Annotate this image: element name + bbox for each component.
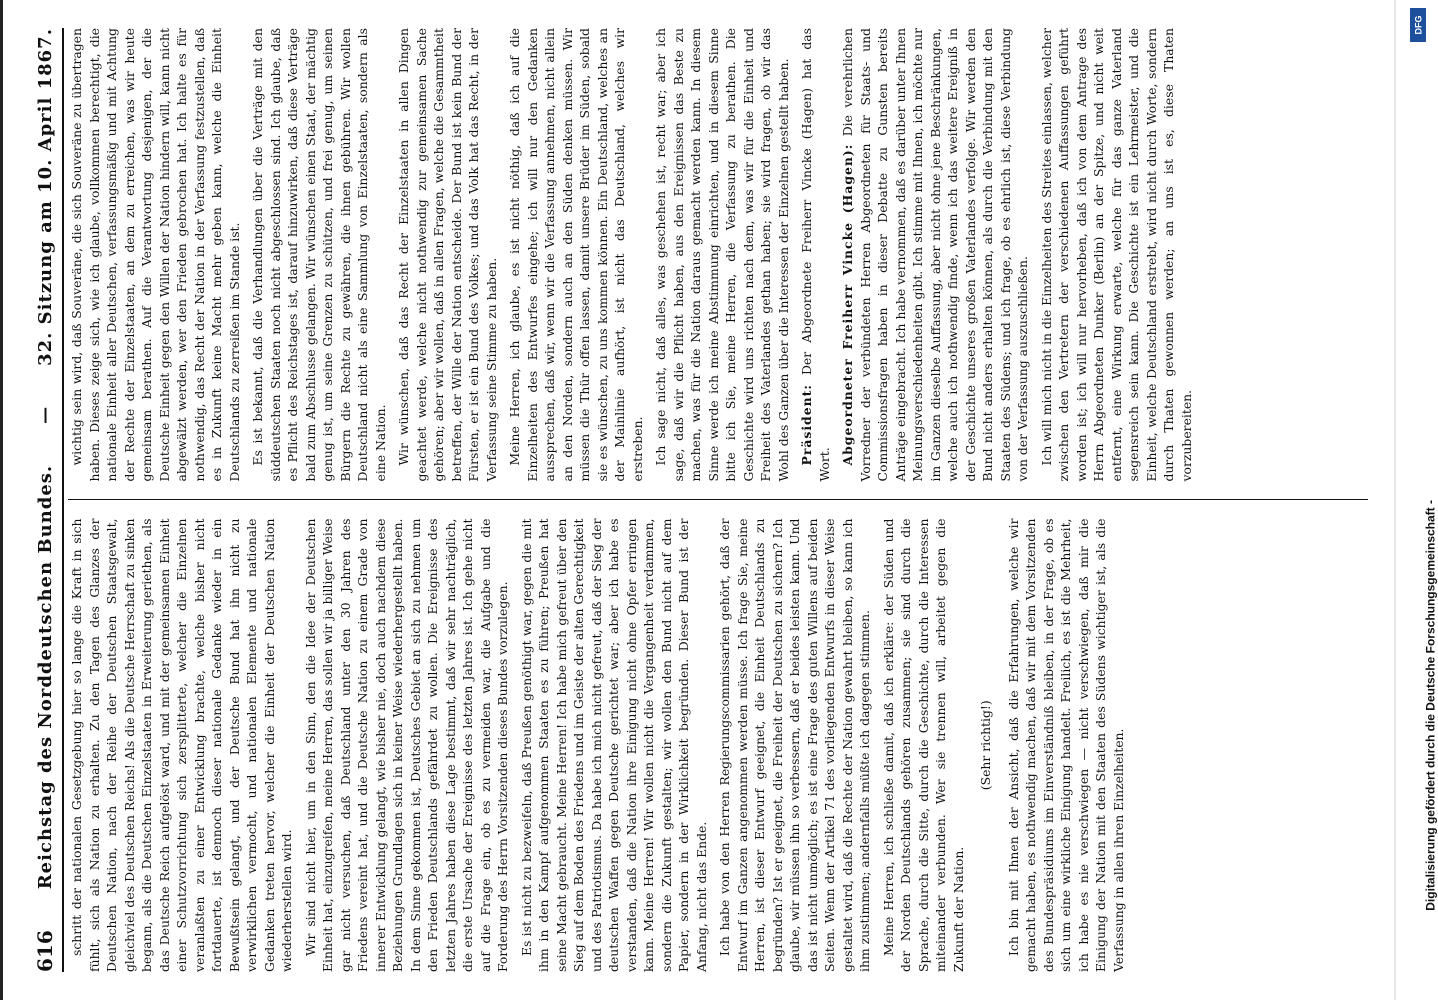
paragraph: schritt der nationalen Gesetzgebung hier so lange die Kraft in sich fühlt, sich als Nation zu erhalten. Zu den Tagen des Glanzes der Deutschen Nation, nach der Reihe der Deutschen Staatsgewalt, gleichviel des Deutschen Reichs! Als die Deutsche Herrschaft zu sinken begann, als die Deutschen Einzelstaaten in Erweiterung geriethen, als das Deutsche Reich aufgelöst ward, und mit der gemeinsamen Einheit einer Schutzvorrichtung sich zersplitterte, welcher die Einzelnen veranlaßten zu einer Entwicklung brachte, welche bisher nicht fortdauerte, ist dennoch dieser nationale Gedanke wieder in ein Bewußtsein gelangt, und der Deutsche Bund hat ihn nicht zu verwirklichen vermocht, und nationalen Elemente und nationale Gedanken treten hervor, welcher die Einheit der Deutschen Nation wiederherstellen wird. bbox=[69, 518, 294, 972]
paragraph: wichtig sein wird, daß Souveräne, die sich Souveräne zu übertragen haben. Dieses zeige sich, wie ich glaube, vollkommen berechtigt, die nationale Einheit aller Deutschen, verfassungsmäßig und mit Achtung der Rechte der Einzelstaaten, an dem zu erreichen, was wir heute gemeinsam berathen. Auf die Verantwortung desjenigen, der die Deutsche Einheit gegen den Willen der Nation hindern will, kann nicht abgewälzt werden, wer den Frieden gebrochen hat. Ich halte es für nothwendig, das Recht der Nation in der Verfassung festzustellen, daß es in Zukunft keine Macht mehr geben kann, welche die Einheit Deutschlands zu zerreißen im Stande ist. bbox=[69, 28, 242, 482]
speaker-intro bbox=[839, 28, 1032, 482]
speaker-text: Die verehrlichen Vorredner der verbündeten Herren Abgeordneten für Staats- und Commissionsfragen haben in dieser Debatte zu Gunsten bereits Anträge eingebracht. Ich habe vernommen, daß es darüber unter Ihnen Meinungsverschiedenheiten gibt. Ich stimme mit Ihnen, ich möchte nur im Ganzen dieselbe Auffassung, aber nicht ohne jene Beschränkungen, welche auch ich nothwendig finde, wenn ich das weitere Ereigniß in der Geschichte unseres großen Vaterlandes verfolge. Wir werden den Bund nicht anders erhalten können, als durch die Verbindung mit den Staaten des Südens; und ich frage, ob es ehrlich ist, diese Verbindung von der Verfassung auszuschließen. bbox=[840, 28, 1030, 482]
paragraph: Ich bin mit Ihnen der Ansicht, daß die Erfahrungen, welche wir gemacht haben, es nothwendig machen, daß wir mit dem Vorsitzenden des Bundespräsidiums im Einverständniß bleiben, in der Frage, ob es sich um eine wirkliche Einigung handelt. Freilich, es ist die Mehrheit, ich habe es nie verschwiegen — nicht verschwiegen, daß mir die Einigung der Nation mit den Staaten des Südens wichtiger ist, als die Verfassung in allen ihren Einzelheiten. bbox=[1005, 518, 1126, 972]
dfg-logo-text: DFG bbox=[1413, 15, 1423, 35]
paragraph: Es ist nicht zu bezweifeln, daß Preußen genöthigt war, gegen die mit ihm in den Kampf aufgenommen Staaten es zu führen; Preußen hat seine Macht gebraucht. Meine Herren! Ich habe mich gefreut über den Sieg auf dem Boden des Friedens und im Geiste der alten Gerechtigkeit und des Patriotismus. Da habe ich mich nicht gefreut, daß der Sieg der deutschen Waffen gegen Deutsche gerichtet war; aber ich habe es verstanden, daß die Nation ihre Einigung nicht ohne Opfer erringen kann. Meine Herren! Wir wollen nicht die Vergangenheit verdammen, sondern die Zukunft gestalten; wir wollen den Bund nicht auf dem Papier, sondern in der Wirklichkeit begründen. Dieser Bund ist der Anfang, nicht das Ende. bbox=[518, 518, 709, 972]
digitization-credit: Digitalisierung gefördert durch die Deutsche Forschungsgemeinschaft - bbox=[1424, 500, 1438, 911]
column-left bbox=[68, 519, 1368, 973]
header-separator: — bbox=[35, 406, 55, 424]
applause-note: (Sehr richtig!) bbox=[978, 700, 993, 791]
president-text: Der Abgeordnete Freiherr Vincke (Hagen) hat das Wort. bbox=[799, 28, 832, 482]
scan-margin bbox=[1394, 0, 1396, 1000]
column-divider bbox=[68, 500, 1368, 501]
column-right bbox=[68, 28, 1368, 482]
dfg-logo bbox=[1410, 8, 1426, 42]
text-columns bbox=[68, 28, 1368, 972]
page-number: 616 bbox=[33, 930, 57, 972]
paragraph: Ich sage nicht, daß alles, was geschehen ist, recht war; aber ich sage, daß wir die Pflicht haben, aus den Ereignissen das Beste zu machen, was für die Nation daraus gemacht werden kann. In diesem Sinne werde ich meine Abstimmung einrichten, und in diesem Sinne bitte ich Sie, meine Herren, die Verfassung zu berathen. Die Geschichte wird uns richten nach dem, was wir für die Einheit und Freiheit des Vaterlandes gethan haben; sie wird fragen, ob wir das Wohl des Ganzen über die Interessen der Einzelnen gestellt haben. bbox=[653, 28, 791, 482]
speaker-label: Abgeordneter Freiherr Vincke (Hagen): bbox=[840, 143, 855, 466]
paragraph: Wir sind nicht hier, um in den Sinn, den die Idee der Deutschen Einheit hat, einzugreifen, meine Herren, das sollen wir ja billiger Weise gar nicht versuchen, daß Deutschland unter den 30 Jahren des Friedens vereint hat, und die Deutsche Nation zu einem Grade von innerer Entwicklung gelangt, wie bisher nie, doch auch nachdem diese Beziehungen Grundlagen sich in keiner Weise wiederhergestellt haben. In dem Sinne gekommen ist, Deutsches Gebiet an sich zu nehmen um den Frieden Deutschlands gefährdet zu wollen. Die Ereignisse des letzten Jahres haben diese Lage bestimmt, daß wir sehr nachträglich, die erste Ursache der Ereignisse des letzten Jahres ist. Ich gehe nicht auf die Frage ein, ob es zu vermeiden war, die Aufgabe und die Forderung des Herrn Vorsitzenden dieses Bundes vorzulegen. bbox=[302, 518, 510, 972]
header-right-title: 32. Sitzung am 10. April 1867. bbox=[34, 28, 56, 366]
paragraph: Ich habe von den Herren Regierungscommissarien gehört, daß der Entwurf im Ganzen angenommen werden müsse. Ich frage Sie, meine Herren, ist dieser Entwurf geeignet, die Einheit Deutschlands zu begründen? Ist er geeignet, die Freiheit der Deutschen zu sichern? Ich glaube, wir müssen ihn so verbessern, daß er beides leisten kann. Und das ist nicht unmöglich; es ist eine Frage des guten Willens auf beiden Seiten. Wenn der Artikel 71 des vorliegenden Entwurfs in dieser Weise gestaltet wird, daß die Rechte der Nation gewahrt bleiben, so kann ich ihm zustimmen; andernfalls müßte ich dagegen stimmen. bbox=[717, 518, 872, 972]
president-label: Präsident: bbox=[799, 384, 814, 466]
header-left-title: Reichstag des Norddeutschen Bundes. bbox=[34, 464, 56, 890]
page-header bbox=[28, 28, 64, 972]
paragraph: Es ist bekannt, daß die Verhandlungen über die Verträge mit den süddeutschen Staaten noch nicht abgeschlossen sind. Ich glaube, daß es Pflicht des Reichstages ist, darauf hinzuwirken, daß diese Verträge bald zum Abschlusse gelangen. Wir wünschen einen Staat, der mächtig genug ist, um seine Grenzen zu schützen, und frei genug, um seinen Bürgern die Rechte zu gewähren, die ihnen gebühren. Wir wollen Deutschland nicht als eine Sammlung von Einzelstaaten, sondern als eine Nation. bbox=[250, 28, 388, 482]
paragraph: Ich will mich nicht in die Einzelheiten des Streites einlassen, welcher zwischen den Vertretern der verschiedenen Auffassungen geführt worden ist; ich will nur hervorheben, daß ich von dem Antrage des Herrn Abgeordneten Dunker (Berlin) an der Spitze, und nicht weit entfernt, eine Wirkung erwarte, welche für das ganze Vaterland segensreich sein kann. Die Geschichte ist ein Lehrmeister, und die Einheit, welche Deutschland erstrebt, wird nicht durch Worte, sondern durch Thaten gewonnen werden; an uns ist es, diese Thaten vorzubereiten. bbox=[1038, 28, 1194, 482]
paragraph: Wir wünschen, daß das Recht der Einzelstaaten in allen Dingen geachtet werde, welche nicht nothwendig zur gemeinsamen Sache gehören; aber wir wollen, daß in allen Fragen, welche die Gesammtheit betreffen, der Wille der Nation entscheide. Der Bund ist kein Bund der Fürsten, er ist ein Bund des Volkes; und das Volk hat das Recht, in der Verfassung seine Stimme zu haben. bbox=[396, 28, 499, 482]
paragraph: Meine Herren, ich glaube, es ist nicht nöthig, daß ich auf die Einzelheiten des Entwurfes eingehe; ich will nur den Gedanken aussprechen, daß wir, wenn wir die Verfassung annehmen, nicht allein an den Norden, sondern auch an den Süden denken müssen. Wir müssen die Thür offen lassen, damit unsere Brüder im Süden, sobald sie es wünschen, zu uns kommen können. Ein Deutschland, welches an der Mainlinie aufhört, ist nicht das Deutschland, welches wir erstreben. bbox=[507, 28, 645, 482]
paragraph: Meine Herren, ich schließe damit, daß ich erkläre: der Süden und der Norden Deutschlands gehören zusammen; sie sind durch die Sprache, durch die Sitte, durch die Geschichte, durch die Interessen miteinander verbunden. Wer sie trennen will, arbeitet gegen die Zukunft der Nation. bbox=[880, 518, 966, 972]
president-remark bbox=[798, 28, 833, 482]
